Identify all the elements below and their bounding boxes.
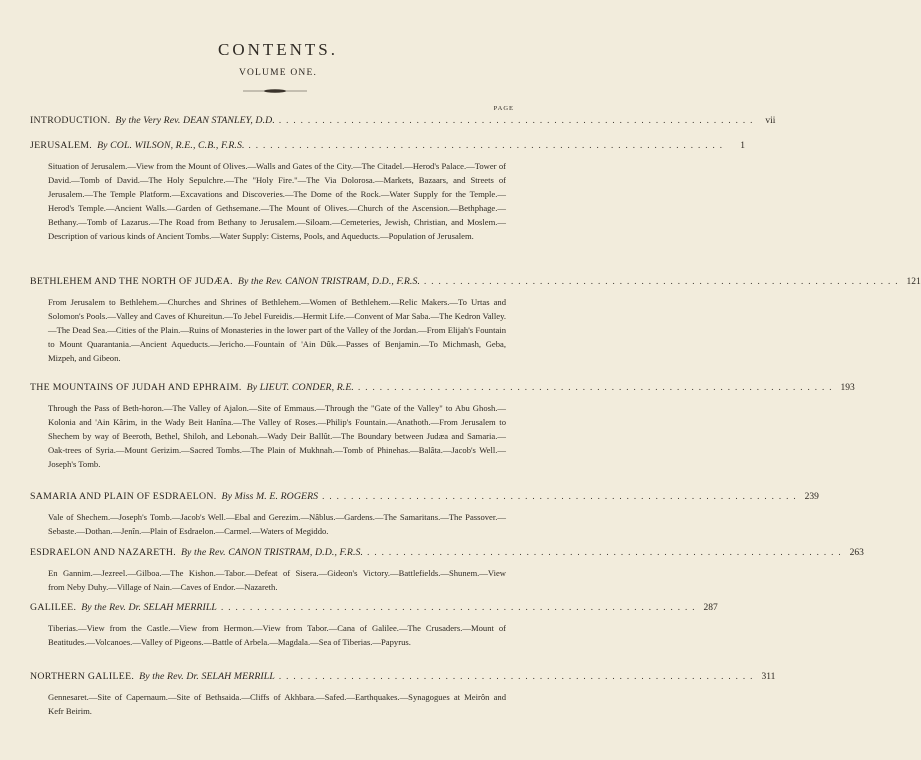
toc-entry-jerusalem	[0, 139, 746, 243]
entry-description: From Jerusalem to Bethlehem.—Churches and Shrines of Bethlehem.—Women of Bethlehem.—Relic Makers.—To Urtas and Solomon's Pools.—Valley and Caves of Khureitun.—To Jebel Fureidis.—Hermit Life.—Convent of Mar Saba.—The Kedron Valley.—The Dead Sea.—Cities of the Plain.—Ruins of Monasteries in the lower part of the Valley of the Jordan.—From Elijah's Fountain to Mount Quarantania.—Ancient Aqueducts.—Jericho.—Fountain of 'Ain Dûk.—Passes of Benjamin.—To Michmash, Geba, Mizpeh, and Gibeon.	[48, 297, 506, 363]
toc-entry-northern-galilee	[0, 670, 776, 718]
toc-entry-mountains-judah	[0, 381, 855, 471]
toc-entry-introduction	[0, 114, 776, 127]
entry-title: ESDRAELON AND NAZARETH.	[30, 547, 176, 558]
entry-title: SAMARIA AND PLAIN OF ESDRAELON.	[30, 491, 217, 502]
entry-author: By LIEUT. CONDER, R.E.	[246, 382, 354, 393]
entry-page-number: 263	[849, 548, 864, 558]
leader-dots: ..................................................................	[367, 547, 846, 557]
ornament-rule	[243, 88, 307, 94]
toc-entry-galilee	[0, 601, 718, 649]
entry-author: By the Rev. CANON TRISTRAM, D.D., F.R.S.	[180, 547, 364, 558]
leader-dots: ..................................................................	[357, 382, 837, 392]
leader-dots: ..................................................................	[278, 115, 758, 125]
entry-author: By Miss M. E. ROGERS	[221, 491, 319, 502]
entry-page-number: vii	[765, 116, 776, 126]
entry-title: INTRODUCTION.	[30, 115, 111, 126]
page-title: CONTENTS.	[217, 40, 339, 59]
entry-title: NORTHERN GALILEE.	[30, 671, 135, 682]
toc-entry-samaria	[0, 490, 819, 538]
entry-page-number: 287	[703, 603, 718, 613]
entry-description: En Gannim.—Jezreel.—Gilboa.—The Kishon.—Tabor.—Defeat of Sisera.—Gideon's Victory.—Battlefields.—Shunem.—View from Neby Duhy.—Village of Nain.—Caves of Endor.—Nazareth.	[48, 568, 506, 592]
entry-description: Situation of Jerusalem.—View from the Mount of Olives.—Walls and Gates of the City.—The Citadel.—Herod's Palace.—Tower of David.—Tomb of David.—The Holy Sepulchre.—The "Holy Fire."—The Via Dolorosa.—Markets, Bazaars, and Streets of Jerusalem.—The Temple Platform.—Excavations and Discoveries.—The Dome of the Rock.—Water Supply for the Temple.—Herod's Temple.—Ancient Walls.—Garden of Gethsemane.—The Mount of Olives.—Church of the Ascension.—Bethphage.—Bethany.—Tomb of Lazarus.—The Road from Bethany to Jerusalem.—Siloam.—Cemeteries, Jewish, Christian, and Moslem.—Description of various kinds of Ancient Tombs.—Water Supply: Cisterns, Pools, and Aqueducts.—Population of Jerusalem.	[48, 161, 506, 241]
entry-author: By the Rev. Dr. SELAH MERRILL	[81, 602, 217, 613]
entry-author: By the Rev. CANON TRISTRAM, D.D., F.R.S.	[237, 276, 421, 287]
entry-description: Gennesaret.—Site of Capernaum.—Site of Bethsaida.—Cliffs of Akhbara.—Safed.—Earthquakes.—Synagogues at Meirôn and Kefr Beirim.	[48, 692, 506, 716]
entry-title: BETHLEHEM AND THE NORTH OF JUDÆA.	[30, 276, 233, 287]
entry-title: JERUSALEM.	[30, 140, 93, 151]
leader-dots: ..................................................................	[424, 276, 903, 286]
entry-page-number: 193	[840, 383, 855, 393]
toc-entry-esdraelon-nazareth	[0, 546, 864, 594]
entry-author: By the Very Rev. DEAN STANLEY, D.D.	[115, 115, 275, 126]
leader-dots: ..................................................................	[220, 602, 700, 612]
entry-title: THE MOUNTAINS OF JUDAH AND EPHRAIM.	[30, 382, 242, 393]
entry-description: Through the Pass of Beth-horon.—The Valley of Ajalon.—Site of Emmaus.—Through the "Gate of the Valley" to Abu Ghosh.—Kolonia and 'Ain Kârim, in the Wady Beit Hanîna.—The Valley of Roses.—Philip's Fountain.—Anathoth.—From Jerusalem to Shechem by way of Beeroth, Bethel, Shiloh, and Lebonah.—Wady Deir Ballût.—The Boundary between Judæa and Samaria.—Oak-trees of Syria.—Mount Gerizim.—Sacred Tombs.—The Plain of Mukhnah.—Tomb of Phinehas.—Balâta.—Jacob's Well.—Joseph's Tomb.	[48, 403, 506, 469]
leader-dots: ..................................................................	[248, 140, 728, 150]
entry-description: Tiberias.—View from the Castle.—View from Hermon.—View from Tabor.—Cana of Galilee.—The Crusaders.—Mount of Beatitudes.—Volcanoes.—Valley of Pigeons.—Battle of Arbela.—Magdala.—Sea of Tiberias.—Papyrus.	[48, 623, 506, 647]
entry-page-number: 311	[761, 672, 776, 682]
entry-page-number: 239	[804, 492, 819, 502]
volume-label: VOLUME ONE.	[238, 68, 318, 78]
toc-entry-bethlehem	[0, 275, 921, 365]
leader-dots: ..................................................................	[322, 491, 801, 501]
entry-description: Vale of Shechem.—Joseph's Tomb.—Jacob's Well.—Ebal and Gerezim.—Nâblus.—Gardens.—The Samaritans.—The Passover.—Sebaste.—Dothan.—Jenîn.—Plain of Esdraelon.—Carmel.—Waters of Megiddo.	[48, 512, 506, 536]
entry-author: By COL. WILSON, R.E., C.B., F.R.S.	[97, 140, 245, 151]
leader-dots: ..................................................................	[278, 671, 758, 681]
entry-author: By the Rev. Dr. SELAH MERRILL	[139, 671, 275, 682]
page-column-header: PAGE	[493, 105, 514, 112]
entry-page-number: 1	[740, 141, 746, 151]
entry-title: GALILEE.	[30, 602, 77, 613]
entry-page-number: 121	[906, 277, 921, 287]
